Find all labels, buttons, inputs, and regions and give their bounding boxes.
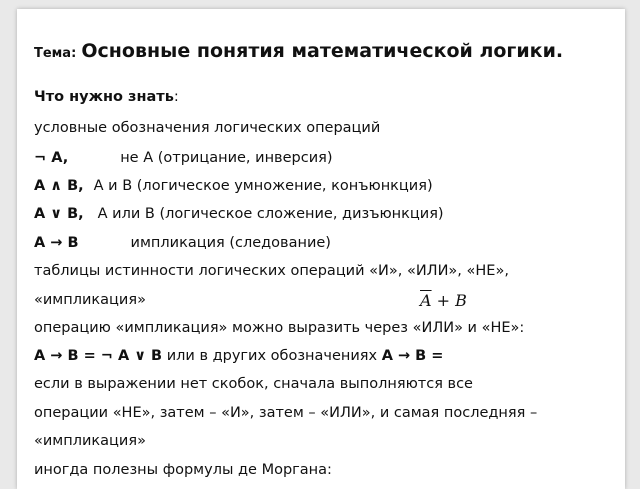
tables-line-1: таблицы истинности логических операций «И», «ИЛИ», «НЕ», — [34, 263, 509, 279]
ops-intro: условные обозначения логических операций — [34, 120, 381, 136]
demorgan-line: иногда полезны формулы де Моргана: — [34, 462, 332, 478]
op-not-row — [34, 150, 333, 166]
op-and-desc: A и B (логическое умножение, конъюнкция) — [93, 178, 433, 194]
op-and-symbol: A ∧ B, — [34, 178, 84, 194]
impl-formula-row — [34, 348, 443, 364]
impl-formula-end: A → B = — [381, 348, 444, 364]
op-impl-desc: импликация (следование) — [130, 235, 331, 251]
slide — [17, 9, 625, 489]
subheading-colon: : — [173, 89, 179, 105]
formula-not-a-plus-b — [420, 291, 467, 310]
impl-formula-bold: A → B = ¬ A ∨ B — [34, 348, 163, 364]
order-line-2: операции «НЕ», затем – «И», затем – «ИЛИ», и самая последняя – — [34, 405, 538, 421]
order-line-3: «импликация» — [34, 433, 146, 449]
op-not-symbol: ¬ A, — [34, 150, 69, 166]
tables-line-2: «импликация» — [34, 292, 146, 308]
op-impl-symbol: A → B — [34, 235, 79, 251]
op-not-desc: не A (отрицание, инверсия) — [120, 150, 333, 166]
topic-label: Тема: — [34, 46, 77, 61]
op-or-row — [34, 206, 444, 222]
impl-formula-mid: или в других обозначениях — [162, 348, 382, 364]
op-or-desc: A или B (логическое сложение, дизъюнкция) — [97, 206, 444, 222]
impl-express-line: операцию «импликация» можно выразить через «ИЛИ» и «НЕ»: — [34, 320, 525, 336]
subheading-text: Что нужно знать — [34, 89, 174, 105]
op-impl-row — [34, 235, 331, 251]
order-line-1: если в выражении нет скобок, сначала выполняются все — [34, 376, 473, 392]
subheading — [34, 89, 179, 105]
op-or-symbol: A ∨ B, — [34, 206, 84, 222]
formula-overlined-a: $\overline{A}$ — [420, 291, 432, 310]
op-and-row — [34, 178, 433, 194]
formula-rest: + B — [431, 291, 467, 310]
topic-title: Основные понятия математической логики. — [81, 40, 564, 62]
topic-heading — [34, 40, 594, 65]
